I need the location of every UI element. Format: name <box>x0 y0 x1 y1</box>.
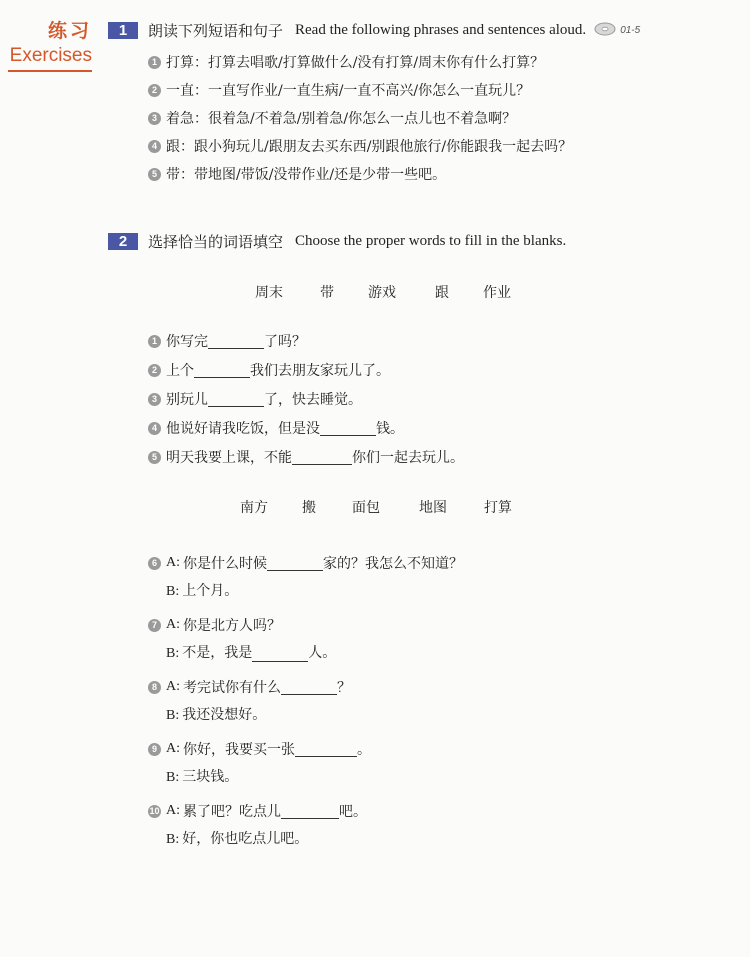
dialogue-b-line <box>166 766 238 786</box>
item-number-badge: 2 <box>148 364 161 377</box>
word-bank-item: 游戏 <box>368 285 396 301</box>
word-bank-item: 跟 <box>435 285 449 301</box>
dialogue-a-line <box>148 739 371 759</box>
phrase-text: 一直：一直写作业/一直生病/一直不高兴/你怎么一直玩儿？ <box>166 83 531 99</box>
answer-blank[interactable] <box>320 421 376 436</box>
item-number-badge: 10 <box>149 805 160 816</box>
fill-item <box>148 418 404 438</box>
word-bank-item: 地图 <box>419 500 447 516</box>
answer-blank[interactable] <box>208 334 264 349</box>
answer-blank[interactable] <box>281 680 337 695</box>
dialogue-b-line <box>166 704 266 724</box>
sentence-before: 你好，我要买一张 <box>183 742 295 758</box>
section1-title-en: Read the following phrases and sentences aloud. <box>295 22 587 38</box>
sentence-after: 我们去朋友家玩儿了。 <box>250 363 390 379</box>
list-item <box>148 108 516 128</box>
sentence-after: 家的？我怎么不知道？ <box>323 556 463 572</box>
speaker-b-label: B: <box>166 646 180 661</box>
phrase-text: 着急：很着急/不着急/别着急/你怎么一点儿也不着急啊？ <box>166 111 517 127</box>
word-bank-item: 作业 <box>483 285 511 301</box>
answer-blank[interactable] <box>267 556 323 571</box>
answer-blank[interactable] <box>194 363 250 378</box>
sentence-after: 吧。 <box>339 804 367 820</box>
b-text: 我还没想好。 <box>182 707 267 723</box>
speaker-a-label: A: <box>166 617 180 632</box>
list-item <box>148 164 446 184</box>
b-text: 上个月。 <box>182 583 239 599</box>
dialogue-b-line <box>166 580 238 600</box>
section1-number: 1 <box>108 22 138 39</box>
sentence-after: 人。 <box>308 645 337 661</box>
item-number-badge: 2 <box>148 84 161 97</box>
list-item <box>148 52 544 72</box>
item-number-badge: 6 <box>148 557 161 570</box>
sentence-after: 钱。 <box>376 421 404 437</box>
item-number-badge: 3 <box>148 393 161 406</box>
sentence-before: 明天我要上课，不能 <box>166 450 292 466</box>
word-bank-item: 南方 <box>240 500 268 516</box>
word-bank-item: 带 <box>320 285 334 301</box>
exercises-heading <box>8 16 92 72</box>
list-item <box>148 136 572 156</box>
exercises-title-en: Exercises <box>9 45 92 66</box>
sentence-before: 你是北方人吗？ <box>183 618 281 634</box>
item-number-badge: 8 <box>148 681 161 694</box>
word-bank-item: 面包 <box>352 500 380 516</box>
dialogue-a-line <box>148 677 351 697</box>
fill-item <box>148 331 306 351</box>
sentence-before: 他说好请我吃饭，但是没 <box>166 421 320 437</box>
cd-icon[interactable] <box>594 21 616 40</box>
word-bank-item: 周末 <box>255 285 283 301</box>
sentence-before: 上个 <box>166 363 194 379</box>
item-number-badge: 5 <box>148 168 161 181</box>
speaker-a-label: A: <box>166 803 180 818</box>
speaker-b-label: B: <box>166 584 180 599</box>
speaker-b-label: B: <box>166 708 180 723</box>
speaker-a-label: A: <box>166 555 180 570</box>
speaker-a-label: A: <box>166 679 180 694</box>
answer-blank[interactable] <box>208 392 264 407</box>
answer-blank[interactable] <box>281 804 339 819</box>
section2-number: 2 <box>108 233 138 250</box>
fill-item <box>148 360 390 380</box>
dialogue-b-line <box>166 828 308 848</box>
section2-title-zh: 选择恰当的词语填空 <box>148 233 284 251</box>
dialogue-a-line <box>148 553 463 573</box>
item-number-badge: 1 <box>148 56 161 69</box>
section1-title-zh: 朗读下列短语和句子 <box>148 22 284 40</box>
track-number: 01-5 <box>620 25 641 36</box>
phrase-text: 打算：打算去唱歌/打算做什么/没有打算/周末你有什么打算？ <box>166 55 545 71</box>
item-number-badge: 4 <box>148 140 161 153</box>
fill-item <box>148 447 464 467</box>
item-number-badge: 4 <box>148 422 161 435</box>
b-text: 好，你也吃点儿吧。 <box>182 831 309 847</box>
sentence-before: 别玩儿 <box>166 392 208 408</box>
phrase-text: 跟：跟小狗玩儿/跟朋友去买东西/别跟他旅行/你能跟我一起去吗？ <box>166 139 573 155</box>
fill-item <box>148 389 362 409</box>
section2-heading <box>108 231 566 252</box>
heading-divider <box>8 70 92 72</box>
phrase-text: 带：带地图/带饭/没带作业/还是少带一些吧。 <box>166 167 447 183</box>
answer-blank[interactable] <box>295 742 357 757</box>
section2-title-en: Choose the proper words to fill in the blanks. <box>295 233 567 249</box>
sentence-after: 了，快去睡觉。 <box>264 392 362 408</box>
dialogue-a-line <box>148 801 367 821</box>
sentence-before: 考完试你有什么 <box>183 680 281 696</box>
sentence-before: 不是，我是 <box>182 645 253 661</box>
section1-heading <box>108 20 640 41</box>
speaker-b-label: B: <box>166 832 180 847</box>
speaker-a-label: A: <box>166 741 180 756</box>
item-number-badge: 1 <box>148 335 161 348</box>
sentence-after: 你们一起去玩儿。 <box>352 450 464 466</box>
item-number-badge: 5 <box>148 451 161 464</box>
item-number-badge: 9 <box>148 743 161 756</box>
list-item <box>148 80 530 100</box>
answer-blank[interactable] <box>252 647 308 662</box>
b-text: 三块钱。 <box>182 769 239 785</box>
dialogue-a-line <box>148 615 281 635</box>
dialogue-b-line <box>166 642 336 662</box>
speaker-b-label: B: <box>166 770 180 785</box>
word-bank-item: 打算 <box>484 500 512 516</box>
answer-blank[interactable] <box>292 450 352 465</box>
sentence-after: 了吗？ <box>264 334 306 350</box>
exercises-title-zh: 练习 <box>47 20 92 42</box>
sentence-before: 你写完 <box>166 334 208 350</box>
word-bank-item: 搬 <box>302 500 316 516</box>
sentence-after: 。 <box>357 742 371 758</box>
sentence-before: 累了吧？吃点儿 <box>183 804 281 820</box>
item-number-badge: 3 <box>148 112 161 125</box>
sentence-before: 你是什么时候 <box>183 556 267 572</box>
item-number-badge: 7 <box>148 619 161 632</box>
sentence-after: ？ <box>337 680 351 696</box>
